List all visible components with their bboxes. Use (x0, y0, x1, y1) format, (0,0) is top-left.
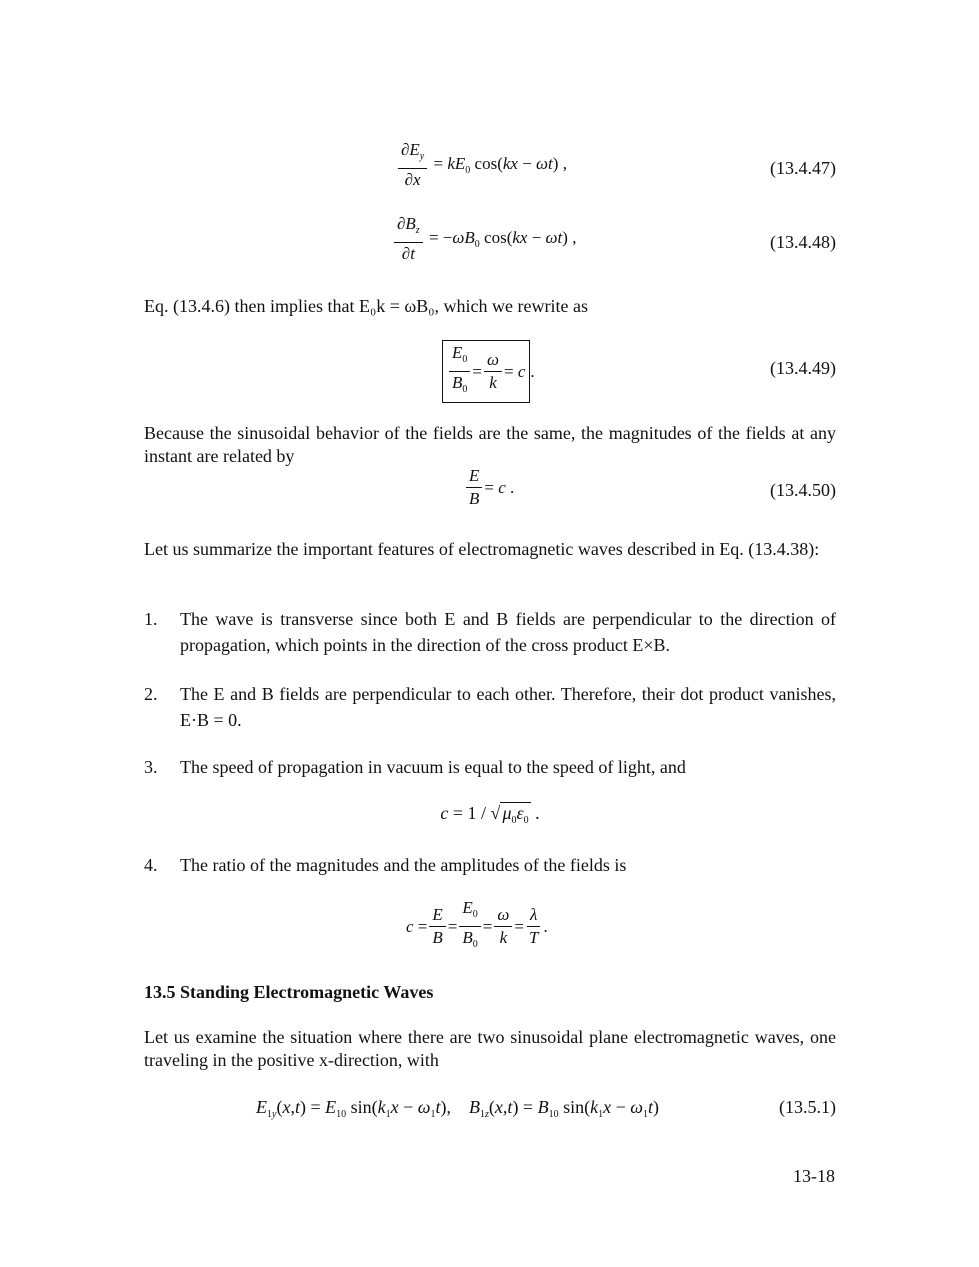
equation-13-5-1: $E_{1y}(x,t) = E_{10}$ $\sin(k_1x - \omega_1t)$, $B_{1z}(x,t) = B_{10}$ $\sin(k_1x - \omega_1t)$ (13.5.1) (256, 1096, 836, 1120)
item-text: The E and B fields are perpendicular to each other. Therefore, their dot product vanishes, E·B = 0. (180, 684, 836, 730)
equation-13-4-50: $\frac{E}{B}$ = c . (13.4.50) (144, 466, 836, 526)
equation-number: (13.4.49) (770, 358, 836, 378)
equation-speed-of-light: c = 1 / √ $\mu_0\varepsilon_0$ . (440, 803, 540, 826)
paragraph: Let us summarize the important features of electromagnetic waves described in Eq. (13.4.38): (144, 539, 820, 559)
equation-number: (13.4.50) (770, 480, 836, 500)
paragraph: Eq. (13.4.6) then implies that E₀k = ωB₀, which we rewrite as (144, 296, 588, 316)
item-number: 3. (144, 757, 158, 777)
item-text: The speed of propagation in vacuum is equal to the speed of light, and (180, 757, 686, 777)
item-number: 1. (144, 609, 158, 629)
equation-number: (13.5.1) (779, 1097, 836, 1117)
item-text: The wave is transverse since both E and B fields are perpendicular to the direction of propagation, which points in the direction of the cross product E×B. (180, 609, 836, 655)
paragraph: Because the sinusoidal behavior of the fields are the same, the magnitudes of the fields at any instant are related by (144, 423, 836, 466)
equation-13-4-48: $\frac{\partial B_z}{\partial t}$ = $-\omega B_0$ cos(kx − ωt) , (13.4.48) (144, 214, 836, 274)
item-text: The ratio of the magnitudes and the amplitudes of the fields is (180, 855, 627, 875)
item-number: 4. (144, 855, 158, 875)
page-number: 13-18 (793, 1166, 835, 1186)
paragraph: Let us examine the situation where there are two sinusoidal plane electromagnetic waves, one traveling in the positive x-direction, with (144, 1027, 836, 1070)
equation-13-4-49: $\frac{E_0}{B_0}$ = $\frac{\omega}{k}$ = c . (13.4.49) (144, 340, 836, 400)
equation-number: (13.4.48) (770, 232, 836, 252)
equation-13-4-47: $\frac{\partial E_y}{\partial x}$ = $kE_0$ cos(kx − ωt) , (13.4.47) (144, 140, 836, 200)
equation-number: (13.4.47) (770, 158, 836, 178)
equation-ratio: c = $\frac{E}{B}$ = $\frac{E_0}{B_0}$ = $\frac{\omega}{k}$ = $\frac{\lambda}{T}$ . (406, 898, 548, 950)
section-heading: 13.5 Standing Electromagnetic Waves (144, 982, 434, 1002)
item-number: 2. (144, 684, 158, 704)
